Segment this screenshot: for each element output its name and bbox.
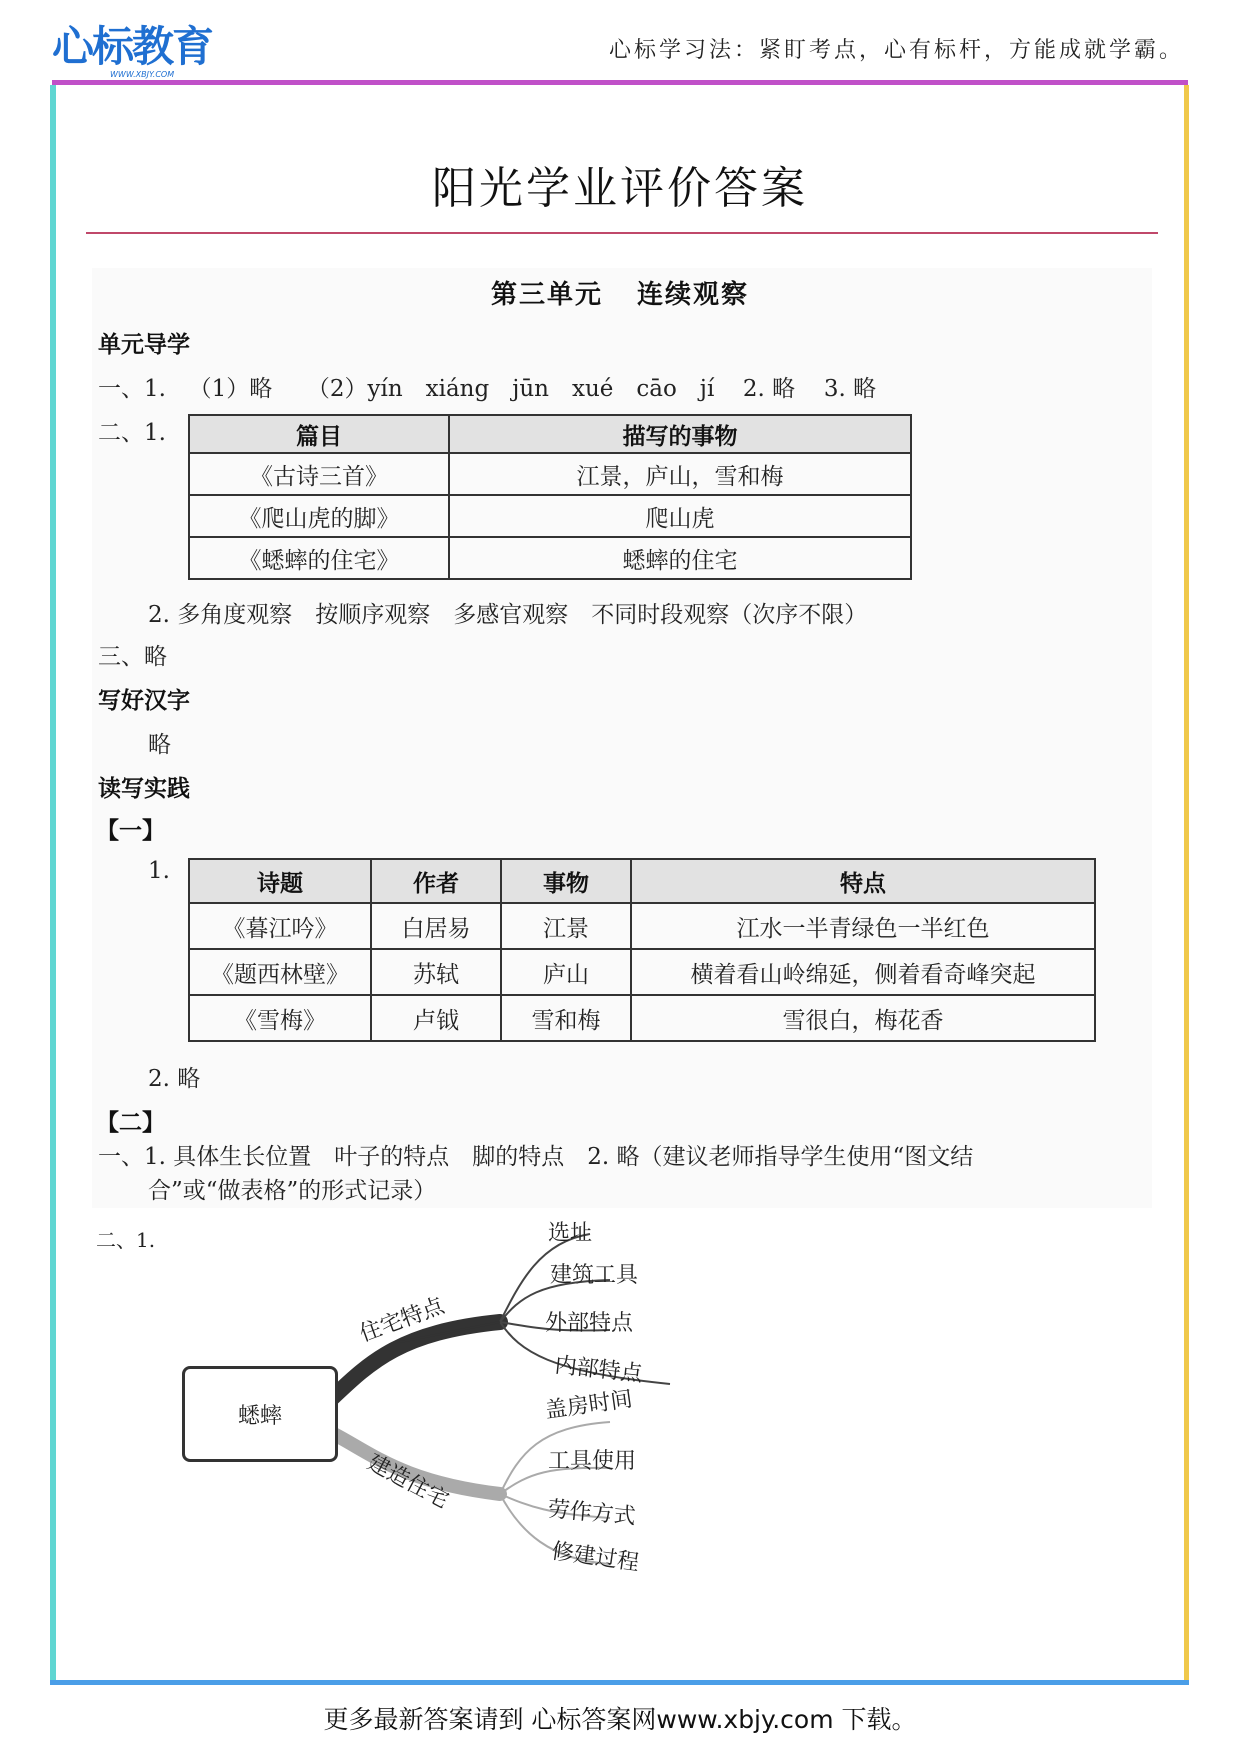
mindmap-root-label: 蟋蟀 [237,1403,282,1429]
section-writing: 写好汉字 [98,688,190,714]
mindmap-leaf-upper: 外部特点 [545,1311,634,1336]
p2-line1: 一、1. 具体生长位置 叶子的特点 脚的特点 2. 略（建议老师指导学生使用“图文结 [98,1144,974,1170]
table2-cell: 《雪梅》 [189,995,371,1041]
logo [52,22,212,78]
answer-line-3: 三、略 [98,644,167,670]
part-two-label: 【二】 [96,1110,165,1136]
table2-header: 作者 [371,859,501,903]
table2-cell: 雪很白，梅花香 [631,995,1095,1041]
table2-header: 特点 [631,859,1095,903]
logo-url: WWW.XBJY.COM [110,70,175,79]
unit-number: 第三单元 [490,280,603,310]
table2-cell: 江景 [501,903,631,949]
mindmap-leaf-lower: 修建过程 [549,1539,641,1577]
mindmap-root [182,1366,338,1462]
page-title: 阳光学业评价答案 [432,163,808,214]
mindmap-branch-lower: 建造住宅 [363,1450,453,1514]
table2-cell: 横着看山岭绵延，侧着看奇峰突起 [631,949,1095,995]
mindmap-leaf-lower: 工具使用 [548,1449,637,1474]
l1-d: 3. 略 [823,376,877,402]
mindmap-branch-upper-line [330,1322,500,1400]
table1-header: 篇目 [189,415,449,453]
l2-prefix: 二、1. [98,420,166,446]
table2-cell: 庐山 [501,949,631,995]
table2-cell: 苏轼 [371,949,501,995]
unit-title [0,274,1240,311]
mindmap-branch-upper: 住宅特点 [356,1293,448,1348]
mindmap-leaf-upper: 内部特点 [553,1353,644,1388]
logo-text: 心标教育 [52,22,213,71]
table2-cell: 《暮江吟》 [189,903,371,949]
table1-cell: 蟋蟀的住宅 [449,537,911,579]
answer-line-1 [98,370,876,403]
table1-cell: 爬山虎 [449,495,911,537]
table1-cell: 《古诗三首》 [189,453,449,495]
mindmap-leaf-lower: 盖房时间 [543,1386,635,1424]
table2-cell: 《题西林壁》 [189,949,371,995]
table2-cell: 江水一半青绿色一半红色 [631,903,1095,949]
table-articles [188,414,912,580]
p2-item2: 二、1. [96,1228,156,1252]
table2-cell: 白居易 [371,903,501,949]
header-motto: 心标学习法：紧盯考点，心有标杆，方能成就学霸。 [608,38,1184,63]
mindmap-leaf-upper: 建筑工具 [550,1263,639,1288]
l1-b: （2）yín xiáng jūn xué cāo jí [306,376,715,402]
table2-header: 事物 [501,859,631,903]
table2-cell: 卢钺 [371,995,501,1041]
unit-name: 连续观察 [637,280,750,310]
p1-item2: 2. 略 [148,1066,201,1092]
part-one-label: 【一】 [96,818,165,844]
p1-item1: 1. [148,858,170,884]
top-rule [52,80,1188,85]
table2-cell: 雪和梅 [501,995,631,1041]
mindmap-leaf-lower: 劳作方式 [546,1497,637,1530]
mindmap-leaf-upper: 选址 [548,1221,593,1246]
table1-header: 描写的事物 [449,415,911,453]
bottom-rule [50,1680,1189,1685]
footer-text: 更多最新答案请到 心标答案网www.xbjy.com 下载。 [323,1705,917,1734]
l1-a: （1）略 [188,376,273,402]
l1-prefix: 一、1. [98,376,166,402]
table1-cell: 《蟋蟀的住宅》 [189,537,449,579]
table-poems [188,858,1096,1042]
writing-answer: 略 [148,732,171,758]
title-rule [86,232,1158,234]
right-border [1184,85,1189,1683]
scan-background [92,268,1152,1208]
section-guide: 单元导学 [98,332,190,358]
answer-line-2-2: 2. 多角度观察 按顺序观察 多感官观察 不同时段观察（次序不限） [148,602,868,628]
table1-cell: 《爬山虎的脚》 [189,495,449,537]
mindmap [170,1222,690,1602]
table2-header: 诗题 [189,859,371,903]
p2-line2: 合”或“做表格”的形式记录） [148,1178,437,1204]
l1-c: 2. 略 [742,376,796,402]
table1-cell: 江景，庐山，雪和梅 [449,453,911,495]
section-practice: 读写实践 [98,776,190,802]
left-border [50,85,56,1683]
